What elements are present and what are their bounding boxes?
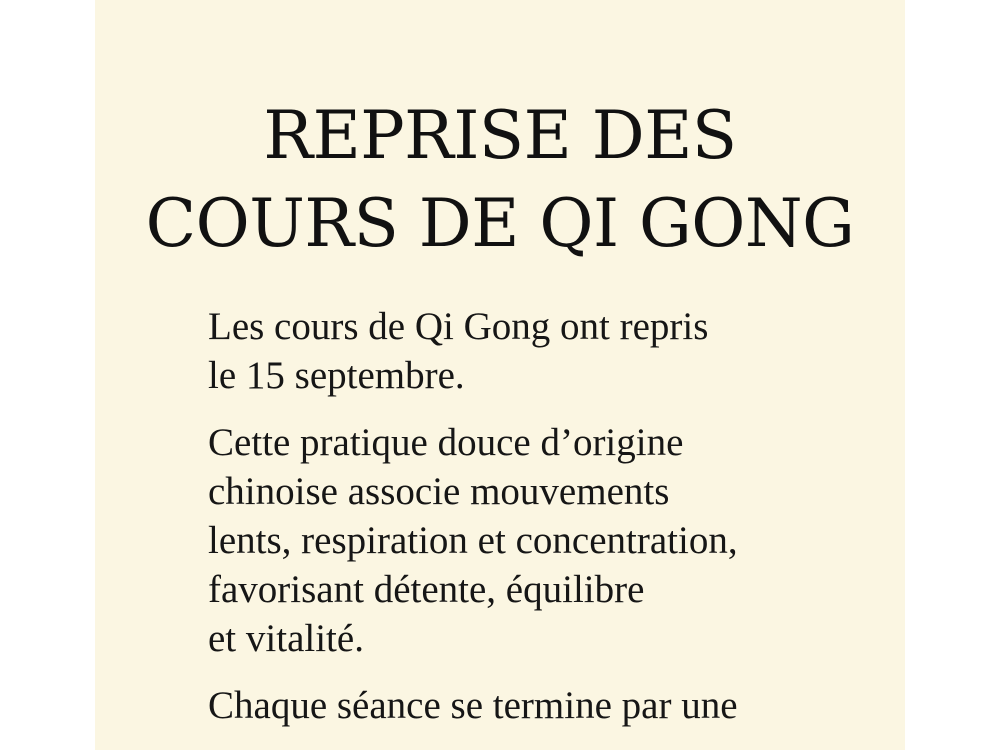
text-line: le 15 septembre. [208,354,465,397]
paragraph-reprise [208,302,888,400]
text-line: Cette pratique douce d’origine [208,421,684,464]
text-line: Les cours de Qi Gong ont repris [208,305,709,348]
body-text [208,302,888,748]
text-line: lents, respiration et concentration, [208,519,738,562]
page-title [95,92,905,268]
text-line: et vitalité. [208,617,364,660]
paragraph-seance [208,681,888,730]
notice-page [95,0,905,750]
paragraph-pratique [208,418,888,663]
title-line: REPRISE DES [263,97,737,174]
text-line: favorisant détente, équilibre [208,568,645,611]
title-line: COURS DE QI GONG [145,185,855,262]
text-line: chinoise associe mouvements [208,470,670,513]
text-line: Chaque séance se termine par une [208,684,738,727]
